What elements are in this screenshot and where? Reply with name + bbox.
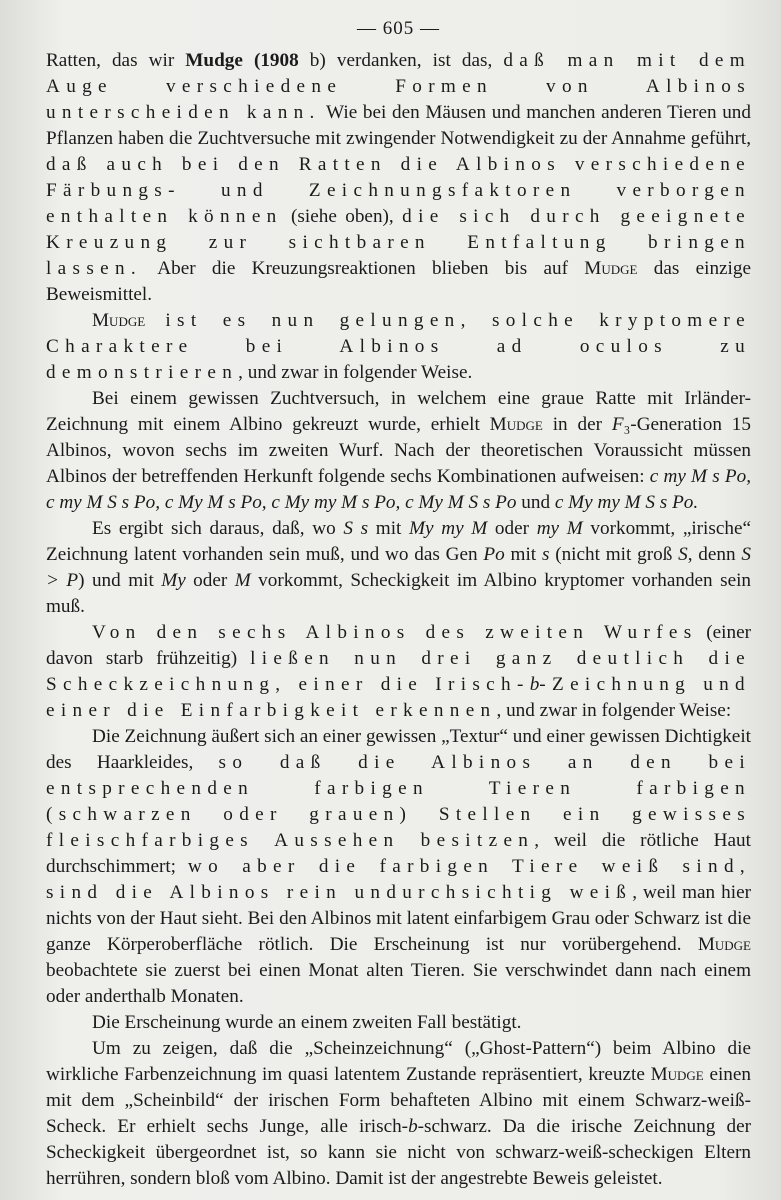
- text-run: -schwarz. Da die irische Zeichnung der Scheckigkeit übergeordnet ist, so kann sie nicht von schwarz-weiß-scheckigen Eltern herrühren, sondern bloß vom Albino. Damit ist der angestrebte Beweis geleistet.: [46, 1116, 751, 1189]
- text-run: Die Zeichnung äußert sich an einer gewissen „Textur“ und einer gewissen Dichtigkeit des Haarkleides,: [46, 726, 751, 773]
- text-run: Mudge: [92, 310, 146, 331]
- text-run: in der: [542, 414, 612, 435]
- text-run: Mudge: [584, 258, 638, 279]
- text-run: b: [529, 674, 540, 695]
- text-run: -Zeichnung und einer die Einfarbigkeit erkennen: [46, 674, 751, 721]
- text-run: ist es nun gelungen, solche kryptomere Charaktere bei Albinos ad oculos zu demonstrieren: [46, 310, 751, 383]
- text-run: My my M: [409, 518, 488, 539]
- text-run: mit: [504, 544, 542, 565]
- text-run: , denn: [687, 544, 742, 565]
- text-run: Po: [483, 544, 505, 565]
- text-run: my M: [536, 518, 583, 539]
- text-run: Es ergibt sich daraus, daß, wo: [92, 518, 344, 539]
- text-run: Aber die Kreuzungsreaktionen blieben bis auf: [142, 258, 585, 279]
- text-run: b) verdanken, ist das,: [298, 50, 504, 71]
- text-run: Von den sechs Albinos des zweiten Wurfes: [92, 622, 698, 643]
- text-run: mit: [368, 518, 410, 539]
- text-run: (siehe oben),: [282, 206, 403, 227]
- text-run: Mudge: [650, 1064, 704, 1085]
- text-run: S s: [343, 518, 369, 539]
- text-run: (nicht mit groß: [549, 544, 679, 565]
- text-run: Ratten, das wir: [46, 50, 186, 71]
- text-run: oder: [487, 518, 537, 539]
- text-run: ließen nun drei ganz deutlich die Scheckzeichnung, einer die Irisch-: [46, 648, 751, 695]
- paragraph-4: [46, 516, 751, 620]
- text-run: S: [678, 544, 688, 565]
- text-run: c My my M S s Po.: [554, 492, 699, 513]
- text-run: S > P: [46, 544, 751, 591]
- page-body: [46, 48, 751, 1192]
- text-run: Mudge: [697, 934, 751, 955]
- text-run: die sich durch geeignete Kreuzung zur sichtbaren Entfaltung bringen lassen.: [46, 206, 752, 279]
- text-run: und: [516, 492, 555, 513]
- text-run: so daß die Albinos an den bei entsprechenden farbigen Tieren farbigen (schwarzen oder grauen) Stellen ein gewisses fleischfarbiges Aussehen besitzen: [46, 752, 751, 851]
- text-run: b: [408, 1116, 418, 1137]
- text-run: vorkommt, „irische“ Zeichnung latent vorhanden sein muß, und wo das Gen: [46, 518, 751, 565]
- text-run: , weil die rötliche Haut durchschimmert;: [46, 830, 751, 877]
- text-run: , weil man hier nichts von der Haut sieht. Bei den Albinos mit latent einfarbigem Grau oder Schwarz ist die ganze Körperoberfläche rötlich. Die Erscheinung ist nur vorübergehend.: [46, 882, 751, 955]
- text-run: M: [234, 570, 251, 591]
- paragraph-7: [46, 1010, 751, 1036]
- text-run: s: [541, 544, 550, 565]
- text-run: Mudge: [489, 414, 543, 435]
- text-run: daß auch bei den Ratten die Albinos verschiedene Färbungs- und Zeichnungsfaktoren verborgen enthalten können: [46, 154, 751, 227]
- text-run: das einzige Beweismittel.: [46, 258, 751, 305]
- text-run: daß man mit dem Auge verschiedene Formen von Albinos unterscheiden kann.: [46, 50, 751, 123]
- paragraph-8: [46, 1036, 751, 1192]
- text-run: Die Erscheinung wurde an einem zweiten Fall bestätigt.: [92, 1012, 522, 1033]
- text-run: c my M s Po, c my M S s Po, c My M s Po, c My my M s Po, c My M S s Po: [46, 466, 751, 513]
- text-run: Um zu zeigen, daß die „Scheinzeichnung“ („Ghost-Pattern“) beim Albino die wirkliche Farbenzeichnung im quasi latentem Zustande repräsentiert, kreuzte: [46, 1038, 751, 1085]
- text-run: oder: [185, 570, 235, 591]
- text-run: , und zwar in folgender Weise.: [238, 362, 473, 383]
- text-run: Mudge (1908: [185, 50, 299, 71]
- text-run: My: [161, 570, 186, 591]
- text-run: einen mit dem „Scheinbild“ der irischen Form behafteten Albino mit einem Schwarz-weiß-Scheck. Er erhielt sechs Junge, alle irisch-: [46, 1064, 751, 1137]
- text-run: beobachtete sie zuerst bei einen Monat alten Tieren. Sie verschwindet dann nach einem oder anderthalb Monaten.: [46, 960, 751, 1007]
- paragraph-5: [46, 620, 751, 724]
- paragraph-3: [46, 386, 751, 516]
- text-run: Wie bei den Mäusen und manchen anderen Tieren und Pflanzen haben die Zuchtversuche mit zwingender Notwendigkeit zu der Annahme geführt,: [46, 102, 751, 149]
- paragraph-6: [46, 724, 751, 1010]
- text-run: ₃-Generation 15 Albinos, wovon sechs im zweiten Wurf. Nach der theoretischen Voraussicht müssen Albinos der betreffenden Herkunft folgende sechs Kombinationen aufweisen:: [46, 414, 751, 487]
- text-run: vorkommt, Scheckigkeit im Albino kryptomer vorhanden sein muß.: [46, 570, 752, 617]
- paragraph-1: [46, 48, 751, 308]
- text-run: Bei einem gewissen Zuchtversuch, in welchem eine graue Ratte mit Irländer-Zeichnung mit einem Albino gekreuzt wurde, erhielt: [46, 388, 751, 435]
- text-run: wo aber die farbigen Tiere weiß sind, sind die Albinos rein undurchsichtig weiß: [46, 856, 752, 903]
- page-number: — 605 —: [357, 18, 440, 39]
- text-run: , und zwar in folgender Weise:: [496, 700, 732, 721]
- paragraph-2: [46, 308, 751, 386]
- text-run: ) und mit: [78, 570, 162, 591]
- text-run: (einer davon starb frühzeitig): [46, 622, 751, 669]
- text-run: F: [611, 414, 624, 435]
